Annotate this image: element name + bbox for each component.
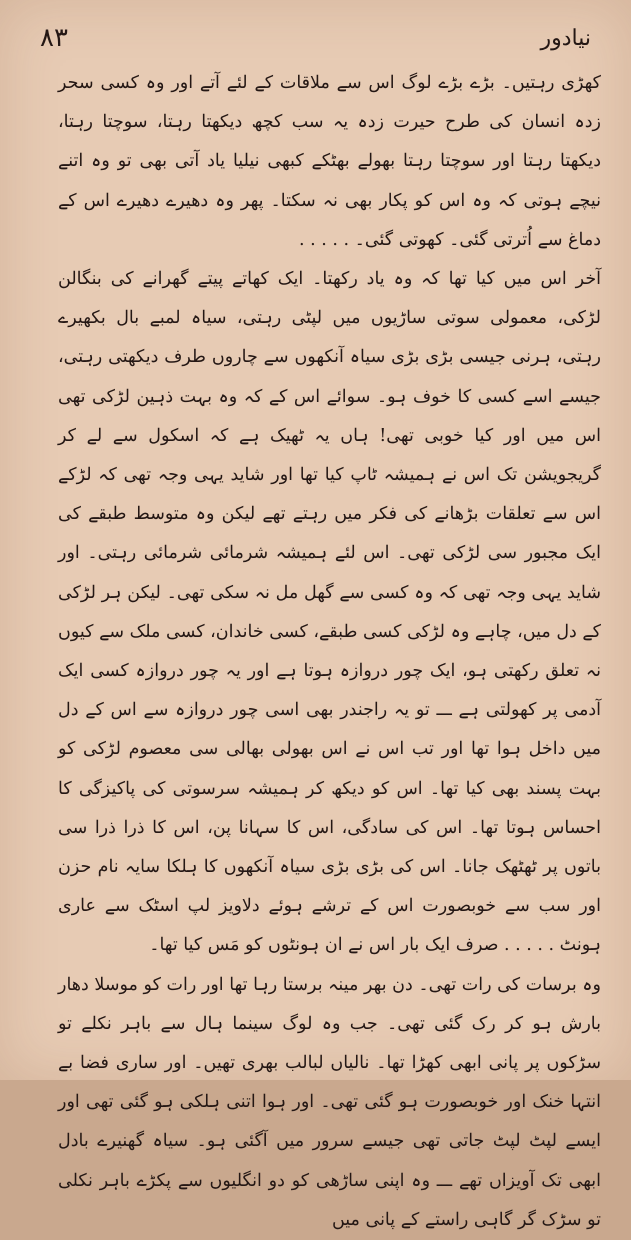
paragraph: آخر اس میں کیا تھا کہ وہ یاد رکھتا۔ ایک کھاتے پیتے گھرانے کی بنگالن لڑکی، معمولی سوتی ساڑیوں میں لپٹی رہتی، سیاہ لمبے بال بکھیرے رہتی، ہرنی جیسی بڑی بڑی سیاہ آنکھوں سے چاروں طرف دیکھتی رہتی، جیسے اسے کسی کا خوف ہو۔ سوائے اس کے کہ وہ بہت ذہین لڑکی تھی اس میں اور کیا خوبی تھی! ہاں یہ ٹھیک ہے کہ اسکول سے لے کر گریجویشن تک اس نے ہمیشہ ٹاپ کیا تھا اور شاید یہی وجہ تھی کہ لڑکے اس سے تعلقات بڑھانے کی فکر میں رہتے تھے لیکن وہ متوسط طبقے کی ایک مجبور سی لڑکی تھی۔ اس لئے ہمیشہ شرمائی شرمائی رہتی۔ اور شاید یہی وجہ تھی کہ وہ کسی سے گھل مل نہ سکی تھی۔ لیکن ہر لڑکی کے دل میں، چاہے وہ لڑکی کسی طبقے، کسی خاندان، کسی ملک سے کیوں نہ تعلق رکھتی ہو، ایک چور دروازہ ہوتا ہے اور یہ چور دروازہ کسی ایک آدمی پر کھولتی ہے ـــ تو یہ راجندر بھی اسی چور دروازہ سے اس کے دل میں داخل ہوا تھا اور تب اس نے اس بھولی بھالی سی معصوم لڑکی کو بہت پسند بھی کیا تھا۔ اس کو دیکھ کر ہمیشہ سرسوتی کی پاکیزگی کا احساس ہوتا تھا۔ اس کی سادگی، اس کا سہانا پن، اس کا ذرا ذرا سی باتوں پر ٹھٹھک جانا۔ اس کی بڑی بڑی سیاہ آنکھوں کا ہلکا سایہ نام حزن اور سب سے خوبصورت اس کے ترشے ہوئے دلاویز لپ اسٹک سے عاری ہونٹ . . . . . صرف ایک بار اس نے ان ہونٹوں کو مَس کیا تھا۔ [58, 269, 601, 956]
paragraph: کھڑی رہتیں۔ بڑے بڑے لوگ اس سے ملاقات کے لئے آتے اور وہ کسی سحر زدہ انسان کی طرح حیرت زدہ یہ سب کچھ دیکھتا رہتا، سوچتا رہتا، دیکھتا رہتا اور سوچتا رہتا بھولے بھٹکے کبھی نیلیا یاد آتی بھی تو وہ اتنے نیچے ہوتی کہ وہ اس کو پکار بھی نہ سکتا۔ پھر وہ دھیرے دھیرے اس کے دماغ سے اُترتی گئی۔ کھوتی گئی۔ . . . . . [58, 73, 601, 250]
page-number: ۸۳ [40, 23, 68, 53]
running-title: نیادور [540, 25, 591, 51]
page-body [58, 64, 601, 1240]
page-header [40, 20, 591, 56]
paragraph: وہ برسات کی رات تھی۔ دن بھر مینہ برستا رہا تھا اور رات کو موسلا دھار بارش ہو کر رک گئی تھی۔ جب وہ لوگ سینما ہال سے باہر نکلے تو سڑکوں پر پانی ابھی کھڑا تھا۔ نالیاں لبالب بھری تھیں۔ اور ساری فضا بے انتہا خنک اور خوبصورت ہو گئی تھی۔ اور ہوا اتنی ہلکی ہو گئی تھی اور ایسے لپٹ لپٹ جاتی تھی جیسے سرور میں آگئی ہو۔ سیاہ گھنیرے بادل ابھی تک آویزاں تھے ـــ وہ اپنی ساڑھی کو دو انگلیوں سے پکڑے باہر نکلی تو سڑک گر گاہی راستے کے پانی میں [58, 974, 601, 1230]
